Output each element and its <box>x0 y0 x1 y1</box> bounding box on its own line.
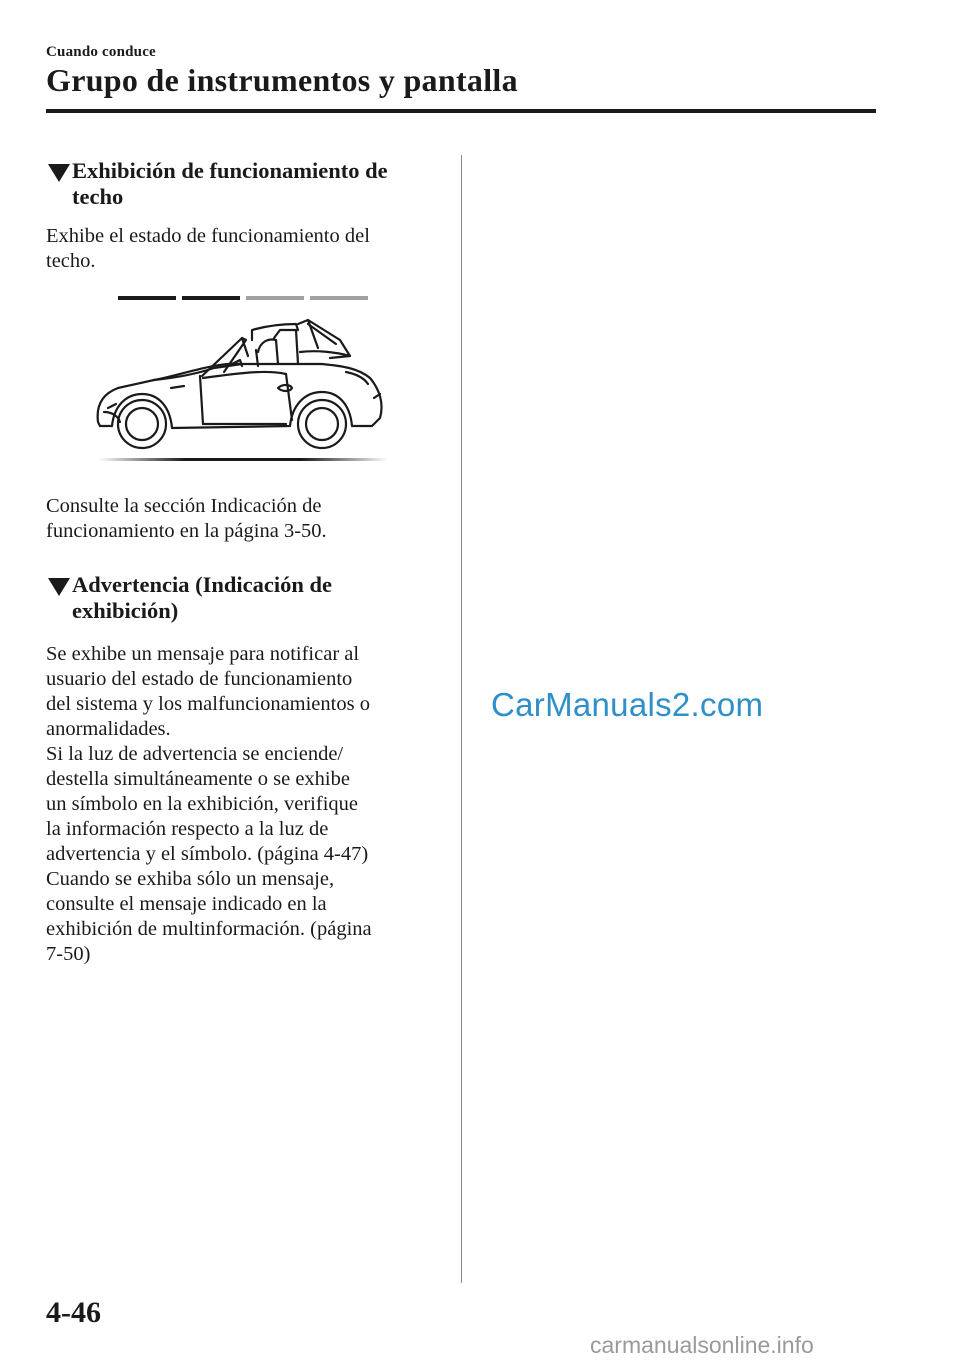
column-divider <box>461 155 462 1283</box>
section-heading-roof-display <box>46 158 416 210</box>
progress-segment <box>246 296 304 300</box>
roof-operation-illustration <box>46 294 416 484</box>
text-line: Cuando se exhiba sólo un mensaje, <box>46 868 335 890</box>
text-line: Exhibe el estado de funcionamiento del <box>46 225 370 247</box>
watermark-logo: CarManuals2.com <box>491 686 764 723</box>
triangle-bullet-icon <box>48 578 70 596</box>
ground-shadow <box>98 458 388 461</box>
heading-line: exhibición) <box>72 598 179 623</box>
page-title: Grupo de instrumentos y pantalla <box>46 62 518 98</box>
text-line: anormalidades. <box>46 718 171 740</box>
text-line: usuario del estado de funcionamiento <box>46 668 353 690</box>
text-line: del sistema y los malfuncionamientos o <box>46 693 370 715</box>
text-line: la información respecto a la luz de <box>46 818 329 840</box>
text-line: un símbolo en la exhibición, verifique <box>46 793 358 815</box>
header-rule <box>46 109 876 113</box>
text-line: funcionamiento en la página 3-50. <box>46 520 327 542</box>
heading-line: Exhibición de funcionamiento de <box>72 158 388 183</box>
roof-progress-indicator <box>118 296 368 300</box>
progress-segment <box>118 296 176 300</box>
left-column <box>46 158 416 967</box>
triangle-bullet-icon <box>48 164 70 182</box>
text-line: destella simultáneamente o se exhibe <box>46 768 350 790</box>
progress-segment <box>182 296 240 300</box>
text-line: Si la luz de advertencia se enciende/ <box>46 743 344 765</box>
text-line: 7-50) <box>46 943 91 965</box>
text-line: Consulte la sección Indicación de <box>46 495 322 517</box>
section-paragraph <box>46 224 416 274</box>
header-section-label: Cuando conduce <box>46 44 156 60</box>
section-heading-warning <box>46 572 416 624</box>
text-line: consulte el mensaje indicado en la <box>46 893 327 915</box>
progress-segment <box>310 296 368 300</box>
heading-line: Advertencia (Indicación de <box>72 572 332 597</box>
section-paragraph <box>46 642 416 967</box>
text-line: advertencia y el símbolo. (página 4-47) <box>46 843 369 865</box>
car-roof-icon <box>46 294 416 484</box>
text-line: Se exhibe un mensaje para notificar al <box>46 643 360 665</box>
footer-site-link[interactable]: carmanualsonline.info <box>590 1332 814 1358</box>
text-line: exhibición de multinformación. (página <box>46 918 372 940</box>
text-line: techo. <box>46 250 96 272</box>
section-reference <box>46 494 416 544</box>
heading-line: techo <box>72 184 124 209</box>
page-number: 4-46 <box>46 1296 101 1329</box>
section-warning <box>46 572 416 967</box>
